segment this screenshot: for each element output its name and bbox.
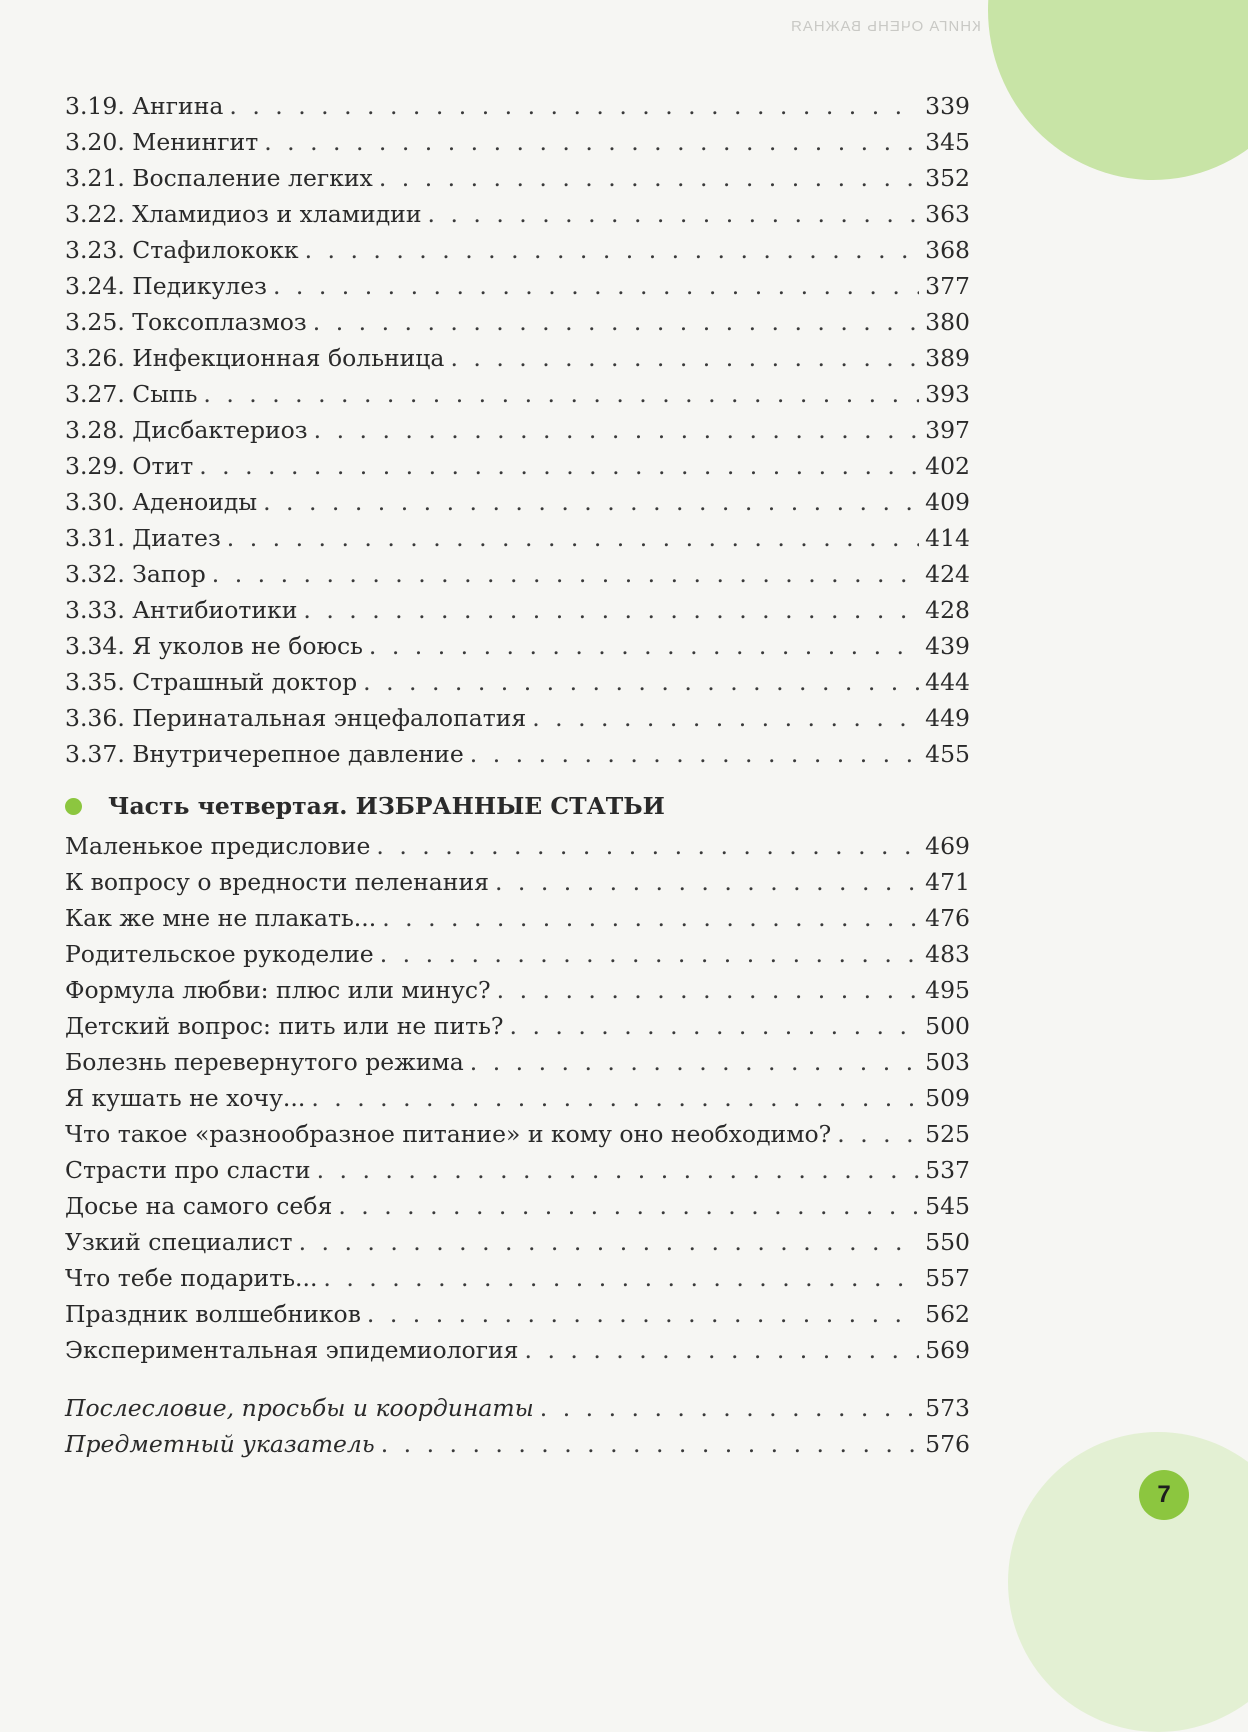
toc-entry-title: 3.29. Отит	[65, 452, 194, 480]
toc-entry[interactable]	[65, 556, 970, 592]
toc-entry-page: 537	[925, 1156, 970, 1184]
dot-leader	[305, 232, 920, 268]
toc-entry[interactable]	[65, 628, 970, 664]
toc-entry-title: Я кушать не хочу...	[65, 1084, 306, 1112]
dot-leader	[381, 1426, 919, 1462]
toc-entry-page: 402	[925, 452, 970, 480]
toc-entry-page: 476	[925, 904, 970, 932]
toc-part4-list	[65, 828, 970, 1368]
dot-leader	[532, 700, 919, 736]
toc-entry[interactable]	[65, 900, 970, 936]
dot-leader	[470, 736, 919, 772]
dot-leader	[525, 1332, 920, 1368]
toc-entry[interactable]	[65, 1260, 970, 1296]
toc-entry-title: 3.25. Токсоплазмоз	[65, 308, 307, 336]
toc-entry-title: Страсти про сласти	[65, 1156, 311, 1184]
dot-leader	[363, 664, 919, 700]
dot-leader	[376, 828, 919, 864]
dot-leader	[369, 628, 919, 664]
toc-entry-title: 3.21. Воспаление легких	[65, 164, 373, 192]
toc-entry-page: 444	[925, 668, 970, 696]
dot-leader	[311, 1080, 919, 1116]
toc-entry-title: 3.36. Перинатальная энцефалопатия	[65, 704, 527, 732]
toc-entry-page: 439	[925, 632, 970, 660]
toc-entry-title: Экспериментальная эпидемиология	[65, 1336, 519, 1364]
dot-leader	[203, 376, 919, 412]
toc-entry-title: 3.20. Менингит	[65, 128, 259, 156]
toc-entry-title: 3.35. Страшный доктор	[65, 668, 358, 696]
dot-leader	[303, 592, 919, 628]
toc-entry[interactable]	[65, 664, 970, 700]
toc-entry-title: К вопросу о вредности пеленания	[65, 868, 489, 896]
toc-entry[interactable]	[65, 828, 970, 864]
dot-leader	[212, 556, 919, 592]
toc-entry[interactable]	[65, 448, 970, 484]
toc-entry-page: 449	[925, 704, 970, 732]
toc-entry-title: Праздник волшебников	[65, 1300, 361, 1328]
toc-entry-page: 455	[925, 740, 970, 768]
toc-entry[interactable]	[65, 160, 970, 196]
toc-entry[interactable]	[65, 1008, 970, 1044]
toc-entry-page: 562	[925, 1300, 970, 1328]
toc-entry-page: 550	[925, 1228, 970, 1256]
dot-leader	[379, 160, 919, 196]
toc-entry-title: 3.27. Сыпь	[65, 380, 198, 408]
toc-entry-page: 424	[925, 560, 970, 588]
toc-entry[interactable]	[65, 232, 970, 268]
toc-entry[interactable]	[65, 484, 970, 520]
toc-entry-page: 569	[925, 1336, 970, 1364]
toc-end-list	[65, 1390, 970, 1462]
toc-entry-page: 393	[925, 380, 970, 408]
page-number-badge: 7	[1139, 1470, 1189, 1520]
toc-entry-page: 409	[925, 488, 970, 516]
dot-leader	[313, 304, 919, 340]
dot-leader	[229, 88, 919, 124]
toc-entry[interactable]	[65, 1296, 970, 1332]
toc-part3-list	[65, 88, 970, 772]
toc-entry-page: 525	[925, 1120, 970, 1148]
bleed-through-header: КНИГА ОЧЕНЬ ВАЖНАЯ	[790, 18, 981, 35]
toc-entry[interactable]	[65, 1116, 970, 1152]
toc-entry-page: 428	[925, 596, 970, 624]
toc-entry[interactable]	[65, 196, 970, 232]
toc-entry-page: 503	[925, 1048, 970, 1076]
toc-entry-title: Болезнь перевернутого режима	[65, 1048, 464, 1076]
toc-entry[interactable]	[65, 1224, 970, 1260]
toc-entry-page: 573	[925, 1394, 970, 1422]
toc-entry-page: 483	[925, 940, 970, 968]
toc-entry-title: 3.28. Дисбактериоз	[65, 416, 308, 444]
toc-entry[interactable]	[65, 124, 970, 160]
toc-entry[interactable]	[65, 1390, 970, 1426]
toc-entry-title: 3.34. Я уколов не боюсь	[65, 632, 363, 660]
dot-leader	[264, 124, 919, 160]
dot-leader	[428, 196, 920, 232]
dot-leader	[497, 972, 920, 1008]
toc-entry[interactable]	[65, 1426, 970, 1462]
dot-leader	[323, 1260, 919, 1296]
toc-entry-page: 339	[925, 92, 970, 120]
toc-entry-title: 3.30. Аденоиды	[65, 488, 258, 516]
toc-entry-title: Родительское рукоделие	[65, 940, 374, 968]
toc-entry[interactable]	[65, 736, 970, 772]
part4-heading-text: Часть четвертая. ИЗБРАННЫЕ СТАТЬИ	[108, 792, 665, 820]
toc-entry-title: 3.26. Инфекционная больница	[65, 344, 445, 372]
toc-entry-page: 557	[925, 1264, 970, 1292]
dot-leader	[495, 864, 919, 900]
toc-entry[interactable]	[65, 88, 970, 124]
toc-entry-title: 3.31. Диатез	[65, 524, 221, 552]
toc-entry[interactable]	[65, 972, 970, 1008]
toc-entry-title: 3.19. Ангина	[65, 92, 224, 120]
toc-entry-page: 397	[925, 416, 970, 444]
decorative-circle-top	[988, 0, 1248, 180]
dot-leader	[314, 412, 920, 448]
toc-entry-page: 345	[925, 128, 970, 156]
dot-leader	[367, 1296, 919, 1332]
dot-leader	[273, 268, 919, 304]
toc-entry-page: 414	[925, 524, 970, 552]
part4-heading	[65, 786, 970, 826]
toc-entry[interactable]	[65, 936, 970, 972]
toc-entry-page: 471	[925, 868, 970, 896]
toc-entry-page: 545	[925, 1192, 970, 1220]
dot-leader	[199, 448, 919, 484]
spacer	[65, 1368, 970, 1390]
toc-entry[interactable]	[65, 376, 970, 412]
dot-leader	[382, 900, 919, 936]
toc-entry[interactable]	[65, 268, 970, 304]
dot-leader	[299, 1224, 920, 1260]
toc-entry-page: 377	[925, 272, 970, 300]
toc-entry[interactable]	[65, 1044, 970, 1080]
toc-entry-title: 3.33. Антибиотики	[65, 596, 298, 624]
toc-entry[interactable]	[65, 592, 970, 628]
toc-entry-page: 389	[925, 344, 970, 372]
toc-entry[interactable]	[65, 864, 970, 900]
toc-entry-title: 3.23. Стафилококк	[65, 236, 299, 264]
toc-entry-title: Досье на самого себя	[65, 1192, 333, 1220]
toc-entry-title: 3.37. Внутричерепное давление	[65, 740, 464, 768]
dot-leader	[540, 1390, 919, 1426]
toc-entry-title: 3.22. Хламидиоз и хламидии	[65, 200, 422, 228]
toc-entry-title: Послесловие, просьбы и координаты	[65, 1394, 534, 1422]
dot-leader	[263, 484, 919, 520]
toc-entry-page: 500	[925, 1012, 970, 1040]
toc-entry[interactable]	[65, 1332, 970, 1368]
toc-entry-title: Формула любви: плюс или минус?	[65, 976, 491, 1004]
toc-entry[interactable]	[65, 520, 970, 556]
toc-entry[interactable]	[65, 700, 970, 736]
dot-leader	[450, 340, 919, 376]
toc-entry-page: 363	[925, 200, 970, 228]
dot-leader	[227, 520, 919, 556]
toc-entry-page: 576	[925, 1430, 970, 1458]
dot-leader	[837, 1116, 919, 1152]
decorative-circle-bottom	[1008, 1432, 1248, 1732]
dot-leader	[470, 1044, 919, 1080]
toc-entry[interactable]	[65, 1152, 970, 1188]
green-bullet-icon	[65, 798, 82, 815]
dot-leader	[380, 936, 919, 972]
toc-entry-page: 380	[925, 308, 970, 336]
toc-entry-title: Что тебе подарить...	[65, 1264, 318, 1292]
dot-leader	[338, 1188, 919, 1224]
dot-leader	[317, 1152, 920, 1188]
toc-entry[interactable]	[65, 1080, 970, 1116]
toc-entry-page: 469	[925, 832, 970, 860]
toc-entry-page: 509	[925, 1084, 970, 1112]
toc-entry[interactable]	[65, 340, 970, 376]
toc-entry-page: 495	[925, 976, 970, 1004]
toc-entry-title: Как же мне не плакать...	[65, 904, 377, 932]
dot-leader	[510, 1008, 920, 1044]
toc-entry-title: Маленькое предисловие	[65, 832, 371, 860]
toc-entry[interactable]	[65, 412, 970, 448]
toc-entry-title: 3.32. Запор	[65, 560, 206, 588]
toc-entry[interactable]	[65, 1188, 970, 1224]
table-of-contents	[65, 88, 970, 1462]
toc-entry-title: 3.24. Педикулез	[65, 272, 267, 300]
toc-entry-title: Детский вопрос: пить или не пить?	[65, 1012, 504, 1040]
toc-entry-title: Предметный указатель	[65, 1430, 375, 1458]
toc-entry-page: 368	[925, 236, 970, 264]
toc-entry-page: 352	[925, 164, 970, 192]
toc-entry-title: Узкий специалист	[65, 1228, 293, 1256]
toc-entry[interactable]	[65, 304, 970, 340]
toc-entry-title: Что такое «разнообразное питание» и кому оно необходимо?	[65, 1120, 832, 1148]
